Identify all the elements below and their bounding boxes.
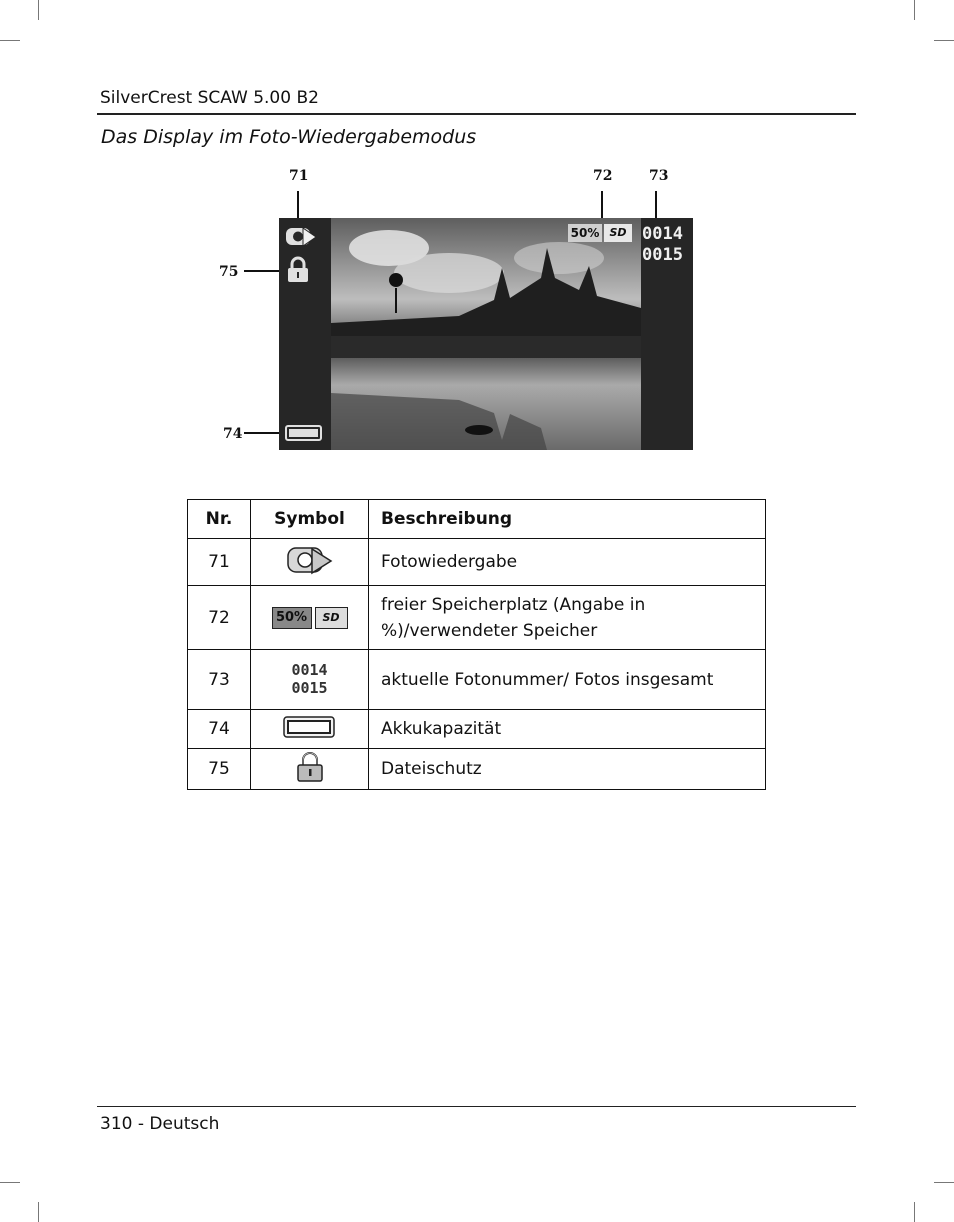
table-row <box>188 749 766 790</box>
table-row <box>188 539 766 586</box>
row-description: Dateischutz <box>369 749 766 790</box>
lock-icon <box>285 256 311 284</box>
crop-mark <box>38 1202 39 1222</box>
crop-mark <box>914 1202 915 1222</box>
lock-icon <box>295 751 325 783</box>
header-divider <box>97 113 856 115</box>
table-row <box>188 586 766 650</box>
crop-mark <box>38 0 39 20</box>
sd-card-label: SD <box>315 607 348 629</box>
table-row <box>188 710 766 749</box>
footer-divider <box>97 1106 856 1107</box>
crop-mark <box>0 1182 20 1183</box>
crop-mark <box>934 1182 954 1183</box>
sd-card-label: SD <box>604 224 632 242</box>
row-description: freier Speicherplatz (Angabe in %)/verwendeter Speicher <box>369 586 766 650</box>
memory-card-status-icon <box>272 607 348 629</box>
column-header-description: Beschreibung <box>369 500 766 539</box>
table-row <box>188 650 766 710</box>
landscape-photo <box>279 218 693 450</box>
callout-73: 73 <box>649 168 669 184</box>
row-description: Akkukapazität <box>369 710 766 749</box>
leader-line <box>297 191 299 219</box>
total-photo-count: 0015 <box>291 679 328 697</box>
row-number: 74 <box>188 710 251 749</box>
memory-card-status <box>568 224 634 242</box>
row-description: aktuelle Fotonummer/ Fotos insgesamt <box>369 650 766 710</box>
total-photo-count: 0015 <box>642 245 683 265</box>
current-photo-number: 0014 <box>642 224 683 244</box>
callout-72: 72 <box>593 168 613 184</box>
photo-playback-icon <box>285 224 317 250</box>
crop-mark <box>914 0 915 20</box>
leader-line <box>244 432 282 434</box>
battery-icon <box>283 715 337 739</box>
row-number: 71 <box>188 539 251 586</box>
photo-counter-icon <box>291 661 327 697</box>
callout-74: 74 <box>223 426 243 442</box>
memory-percent: 50% <box>568 224 602 242</box>
camera-display-screenshot <box>279 218 693 450</box>
memory-percent: 50% <box>272 607 312 629</box>
crop-mark <box>0 40 20 41</box>
page-footer: 310 - Deutsch <box>100 1114 220 1134</box>
row-description: Fotowiedergabe <box>369 539 766 586</box>
current-photo-number: 0014 <box>291 661 328 679</box>
column-header-nr: Nr. <box>188 500 251 539</box>
callout-71: 71 <box>289 168 309 184</box>
leader-line <box>601 191 603 219</box>
crop-mark <box>934 40 954 41</box>
section-title: Das Display im Foto-Wiedergabemodus <box>101 126 477 148</box>
row-number: 72 <box>188 586 251 650</box>
symbol-legend-table <box>187 499 766 790</box>
battery-icon <box>285 424 323 442</box>
leader-line <box>655 191 657 219</box>
callout-75: 75 <box>219 264 239 280</box>
leader-line <box>244 270 282 272</box>
page-header: SilverCrest SCAW 5.00 B2 <box>100 88 319 108</box>
table-header-row <box>188 500 766 539</box>
row-number: 73 <box>188 650 251 710</box>
row-number: 75 <box>188 749 251 790</box>
photo-playback-icon <box>286 543 334 577</box>
column-header-symbol: Symbol <box>251 500 369 539</box>
